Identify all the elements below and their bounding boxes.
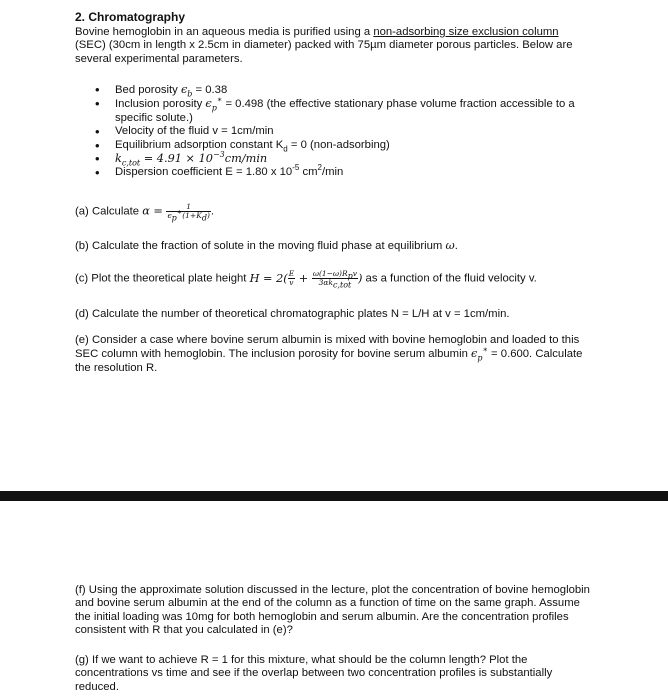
part-b: (b) Calculate the fraction of solute in the moving fluid phase at equilibrium ω. — [75, 239, 458, 252]
list-item-dispersion: • Dispersion coefficient E = 1.80 x $10^{-5}$ $cm^2/\min$ — [95, 166, 595, 179]
intro-text-1: Bovine hemoglobin in an aqueous media is purified using a — [75, 26, 374, 38]
alpha-formula: α = — [142, 204, 167, 218]
list-item-bed-porosity: • Bed porosity $\epsilon_b = 0.38$ — [95, 83, 595, 97]
section-divider — [0, 491, 668, 501]
list-item-kctot: • $k_{c,tot} = 4.91 \times 10^{-3}cm/\min$ — [95, 152, 595, 166]
plate-height-formula: H = 2( $\frac{E}{v}$ + $\frac{\omega(1-\omega)R_pv}{3\alpha k_{c,tot}}$ ) — [249, 269, 363, 290]
list-item-equilibrium: • Equilibrium adsorption constant $K_d = 0$ (non-adsorbing) — [95, 139, 595, 152]
part-f: (f) Using the approximate solution discussed in the lecture, plot the concentration of bovine hemoglobin and bovine serum albumin at the end of the column as a function of time on the same graph. Assume the initial loading was 10mg for both hemoglobin and serum albumin. Are the concentration profiles consistent with R that you calculated in (e)? — [75, 584, 590, 637]
part-e: (e) Consider a case where bovine serum albumin is mixed with bovine hemoglobin and loaded to this SEC column with hemoglobin. The inclusion porosity for bovine serum albumin $\epsilon_p^∗ = 0.600$. Calculate the resolution R. — [75, 334, 583, 374]
epsilon-p-symbol: $\epsilon_p^∗$ — [205, 95, 223, 113]
list-item-inclusion-porosity: • Inclusion porosity $\epsilon_p^∗ = 0.498$ (the effective stationary phase volume fraction accessible to a specific solute.) — [95, 97, 595, 125]
kctot-symbol: $k_{c,tot}$ — [115, 152, 141, 168]
intro-underlined-text: non-adsorbing size exclusion column — [373, 26, 559, 38]
intro-text-2: (SEC) (30cm in length x 2.5cm in diameter) packed with 75µm diameter porous particles. Below are several experimental parameters. — [75, 39, 573, 65]
part-g: (g) If we want to achieve R = 1 for this mixture, what should be the column length? Plot the concentrations vs time and see if the overlap between two concentration profiles is substantially reduced. — [75, 654, 553, 693]
list-item-velocity: • Velocity of the fluid v = 1cm/min — [95, 125, 595, 138]
part-d: (d) Calculate the number of theoretical chromatographic plates N = L/H at v = 1cm/min. — [75, 308, 510, 320]
part-c: (c) Plot the theoretical plate height H = 2( $\frac{E}{v}$ + $\frac{\omega(1-\omega)R_pv}{3\alpha k_{c,tot}}$ ) as a function of the fluid velocity v. — [75, 269, 537, 290]
alpha-fraction: $\frac{1}{\epsilon_p^∗(1+K_d)}$ — [167, 202, 210, 223]
omega-symbol: ω — [445, 239, 455, 252]
part-a: (a) Calculate α = $\frac{1}{\epsilon_p^∗(1+K_d)}$ . — [75, 202, 215, 223]
problem-intro — [75, 26, 580, 66]
epsilon-b-symbol: $\epsilon_b$ — [180, 83, 193, 99]
problem-title: 2. Chromatography — [75, 10, 186, 24]
parameter-list — [95, 83, 595, 180]
epsilon-p-symbol-bsa: $\epsilon_p^∗$ — [471, 345, 488, 363]
